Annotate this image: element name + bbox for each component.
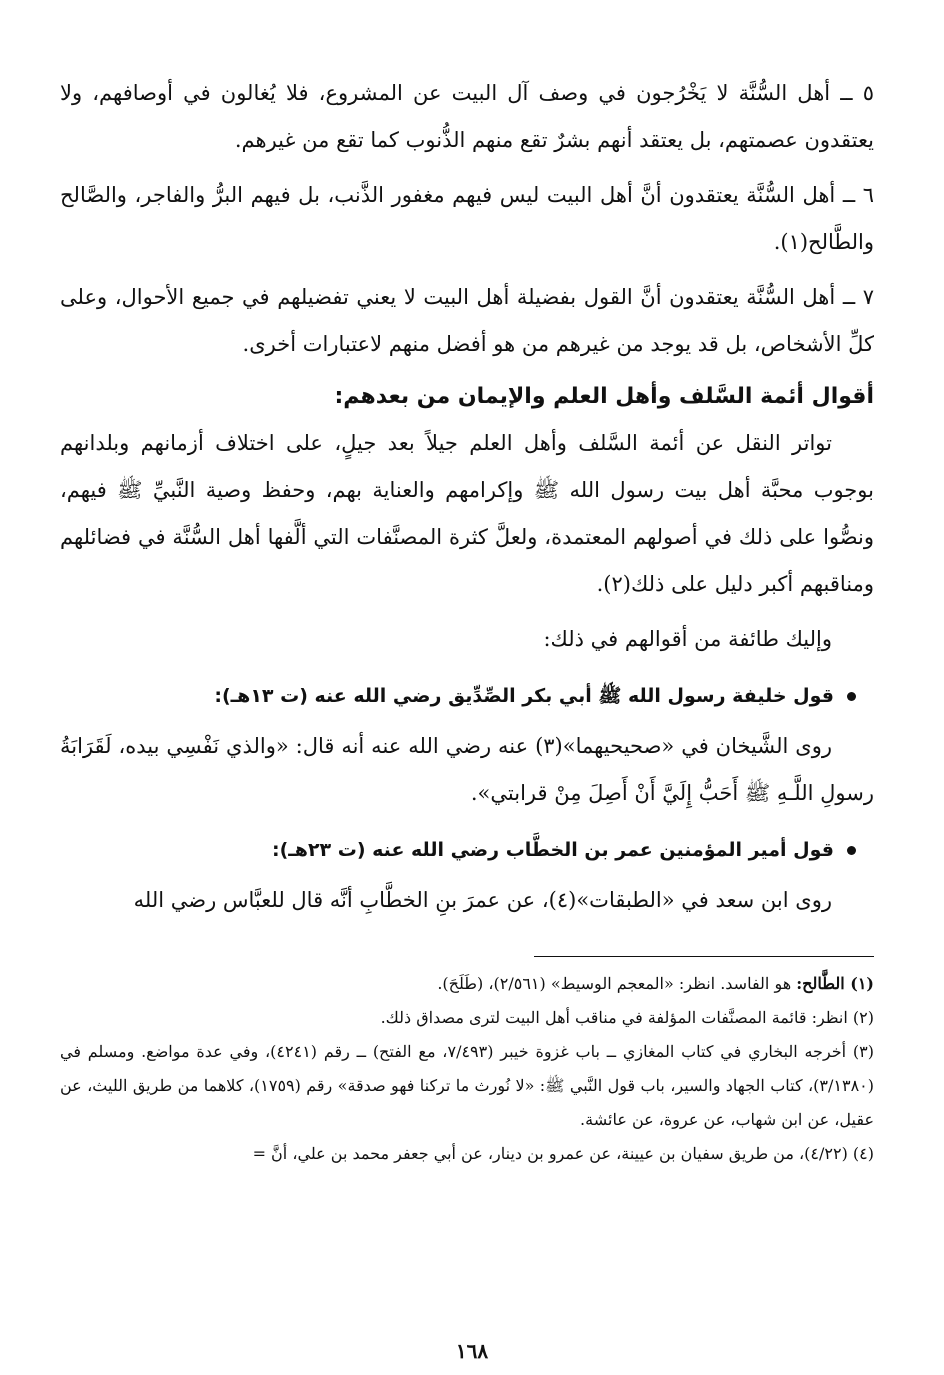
point-5: ٥ ــ أهل السُّنَّة لا يَخْرُجون في وصف آل البيت عن المشروع، فلا يُغالون في أوصافهم، ولا يعتقدون عصمتهم، بل يعتقد أنهم بشرٌ تقع منهم الذُّنوب كما تقع من غيرهم. xyxy=(60,81,874,152)
bullet-dot-icon xyxy=(847,846,856,855)
page-number: ١٦٨ xyxy=(455,1339,489,1363)
footnote-2: (٢) انظر: قائمة المصنَّفات المؤلفة في مناقب أهل البيت لترى مصداق ذلك. xyxy=(380,1008,874,1027)
lead-in-paragraph: وإليك طائفة من أقوالهم في ذلك: xyxy=(543,627,832,651)
bullet-dot-icon xyxy=(847,692,856,701)
footnote-1-term: (١) الطَّالح: xyxy=(796,974,874,993)
footnote-1 xyxy=(60,967,874,1001)
bullet-abu-bakr xyxy=(60,671,874,721)
book-page xyxy=(60,70,874,1335)
point-7: ٧ ــ أهل السُّنَّة يعتقدون أنَّ القول بفضيلة أهل البيت لا يعني تفضيلهم في جميع الأحوال، وعلى كلِّ الأشخاص، بل قد يوجد من غيرهم من هو أفضل منهم لاعتبارات أخرى. xyxy=(60,285,874,356)
section-heading: أقوال أئمة السَّلف وأهل العلم والإيمان من بعدهم: xyxy=(334,384,874,409)
footnote-4: (٤) (٤/٢٢)، من طريق سفيان بن عيينة، عن عمرو بن دينار، عن أبي جعفر محمد بن علي، أنَّ = xyxy=(252,1144,874,1163)
intro-paragraph: تواتر النقل عن أئمة السَّلف وأهل العلم جيلاً بعد جيلٍ، على اختلاف أزمانهم وبلدانهم بوجوب محبَّة أهل بيت رسول الله ﷺ وإكرامهم والعناية بهم، وحفظ وصية النَّبيِّ ﷺ فيهم، ونصُّوا على ذلك في أصولهم المعتمدة، ولعلَّ كثرة المصنَّفات التي ألَّفها أهل السُّنَّة في فضائلهم ومناقبهم أكبر دليل على ذلك(٢). xyxy=(60,431,874,596)
bullet-abu-bakr-text: قول خليفة رسول الله ﷺ أبي بكر الصِّدِّيق رضي الله عنه (ت ١٣هـ): xyxy=(214,685,834,707)
footnote-divider xyxy=(534,956,874,957)
footnote-1-text: هو الفاسد. انظر: «المعجم الوسيط» (٢/٥٦١)، (طَلَحَ). xyxy=(437,974,797,993)
narration-abu-bakr: روى الشَّيخان في «صحيحيهما»(٣) عنه رضي الله عنه أنه قال: «والذي نَفْسِي بيده، لَقَرَابَةُ رسولِ اللَّـهِ ﷺ أَحَبُّ إِلَيَّ أَنْ أَصِلَ مِنْ قرابتي». xyxy=(60,734,874,805)
bullet-umar-text: قول أمير المؤمنين عمر بن الخطَّاب رضي الله عنه (ت ٢٣هـ): xyxy=(272,839,834,861)
bullet-umar xyxy=(60,825,874,875)
narration-umar: روى ابن سعد في «الطبقات»(٤)، عن عمرَ بنِ الخطَّابِ أنَّه قال للعبَّاس رضي الله xyxy=(133,888,832,912)
footnote-3: (٣) أخرجه البخاري في كتاب المغازي ــ باب غزوة خيبر (٧/٤٩٣، مع الفتح) ــ رقم (٤٢٤١)، وفي عدة مواضع. ومسلم في (٣/١٣٨٠)، كتاب الجهاد والسير، باب قول النَّبي ﷺ: «لا نُورث ما تركنا فهو صدقة» رقم (١٧٥٩)، كلاهما من طريق الليث، عن عقيل، عن ابن شهاب، عن عروة، عن عائشة. xyxy=(60,1042,875,1129)
point-6: ٦ ــ أهل السُّنَّة يعتقدون أنَّ أهل البيت ليس فيهم مغفور الذَّنب، بل فيهم البرُّ والفاجر، والصَّالح والطَّالح(١). xyxy=(60,183,874,254)
